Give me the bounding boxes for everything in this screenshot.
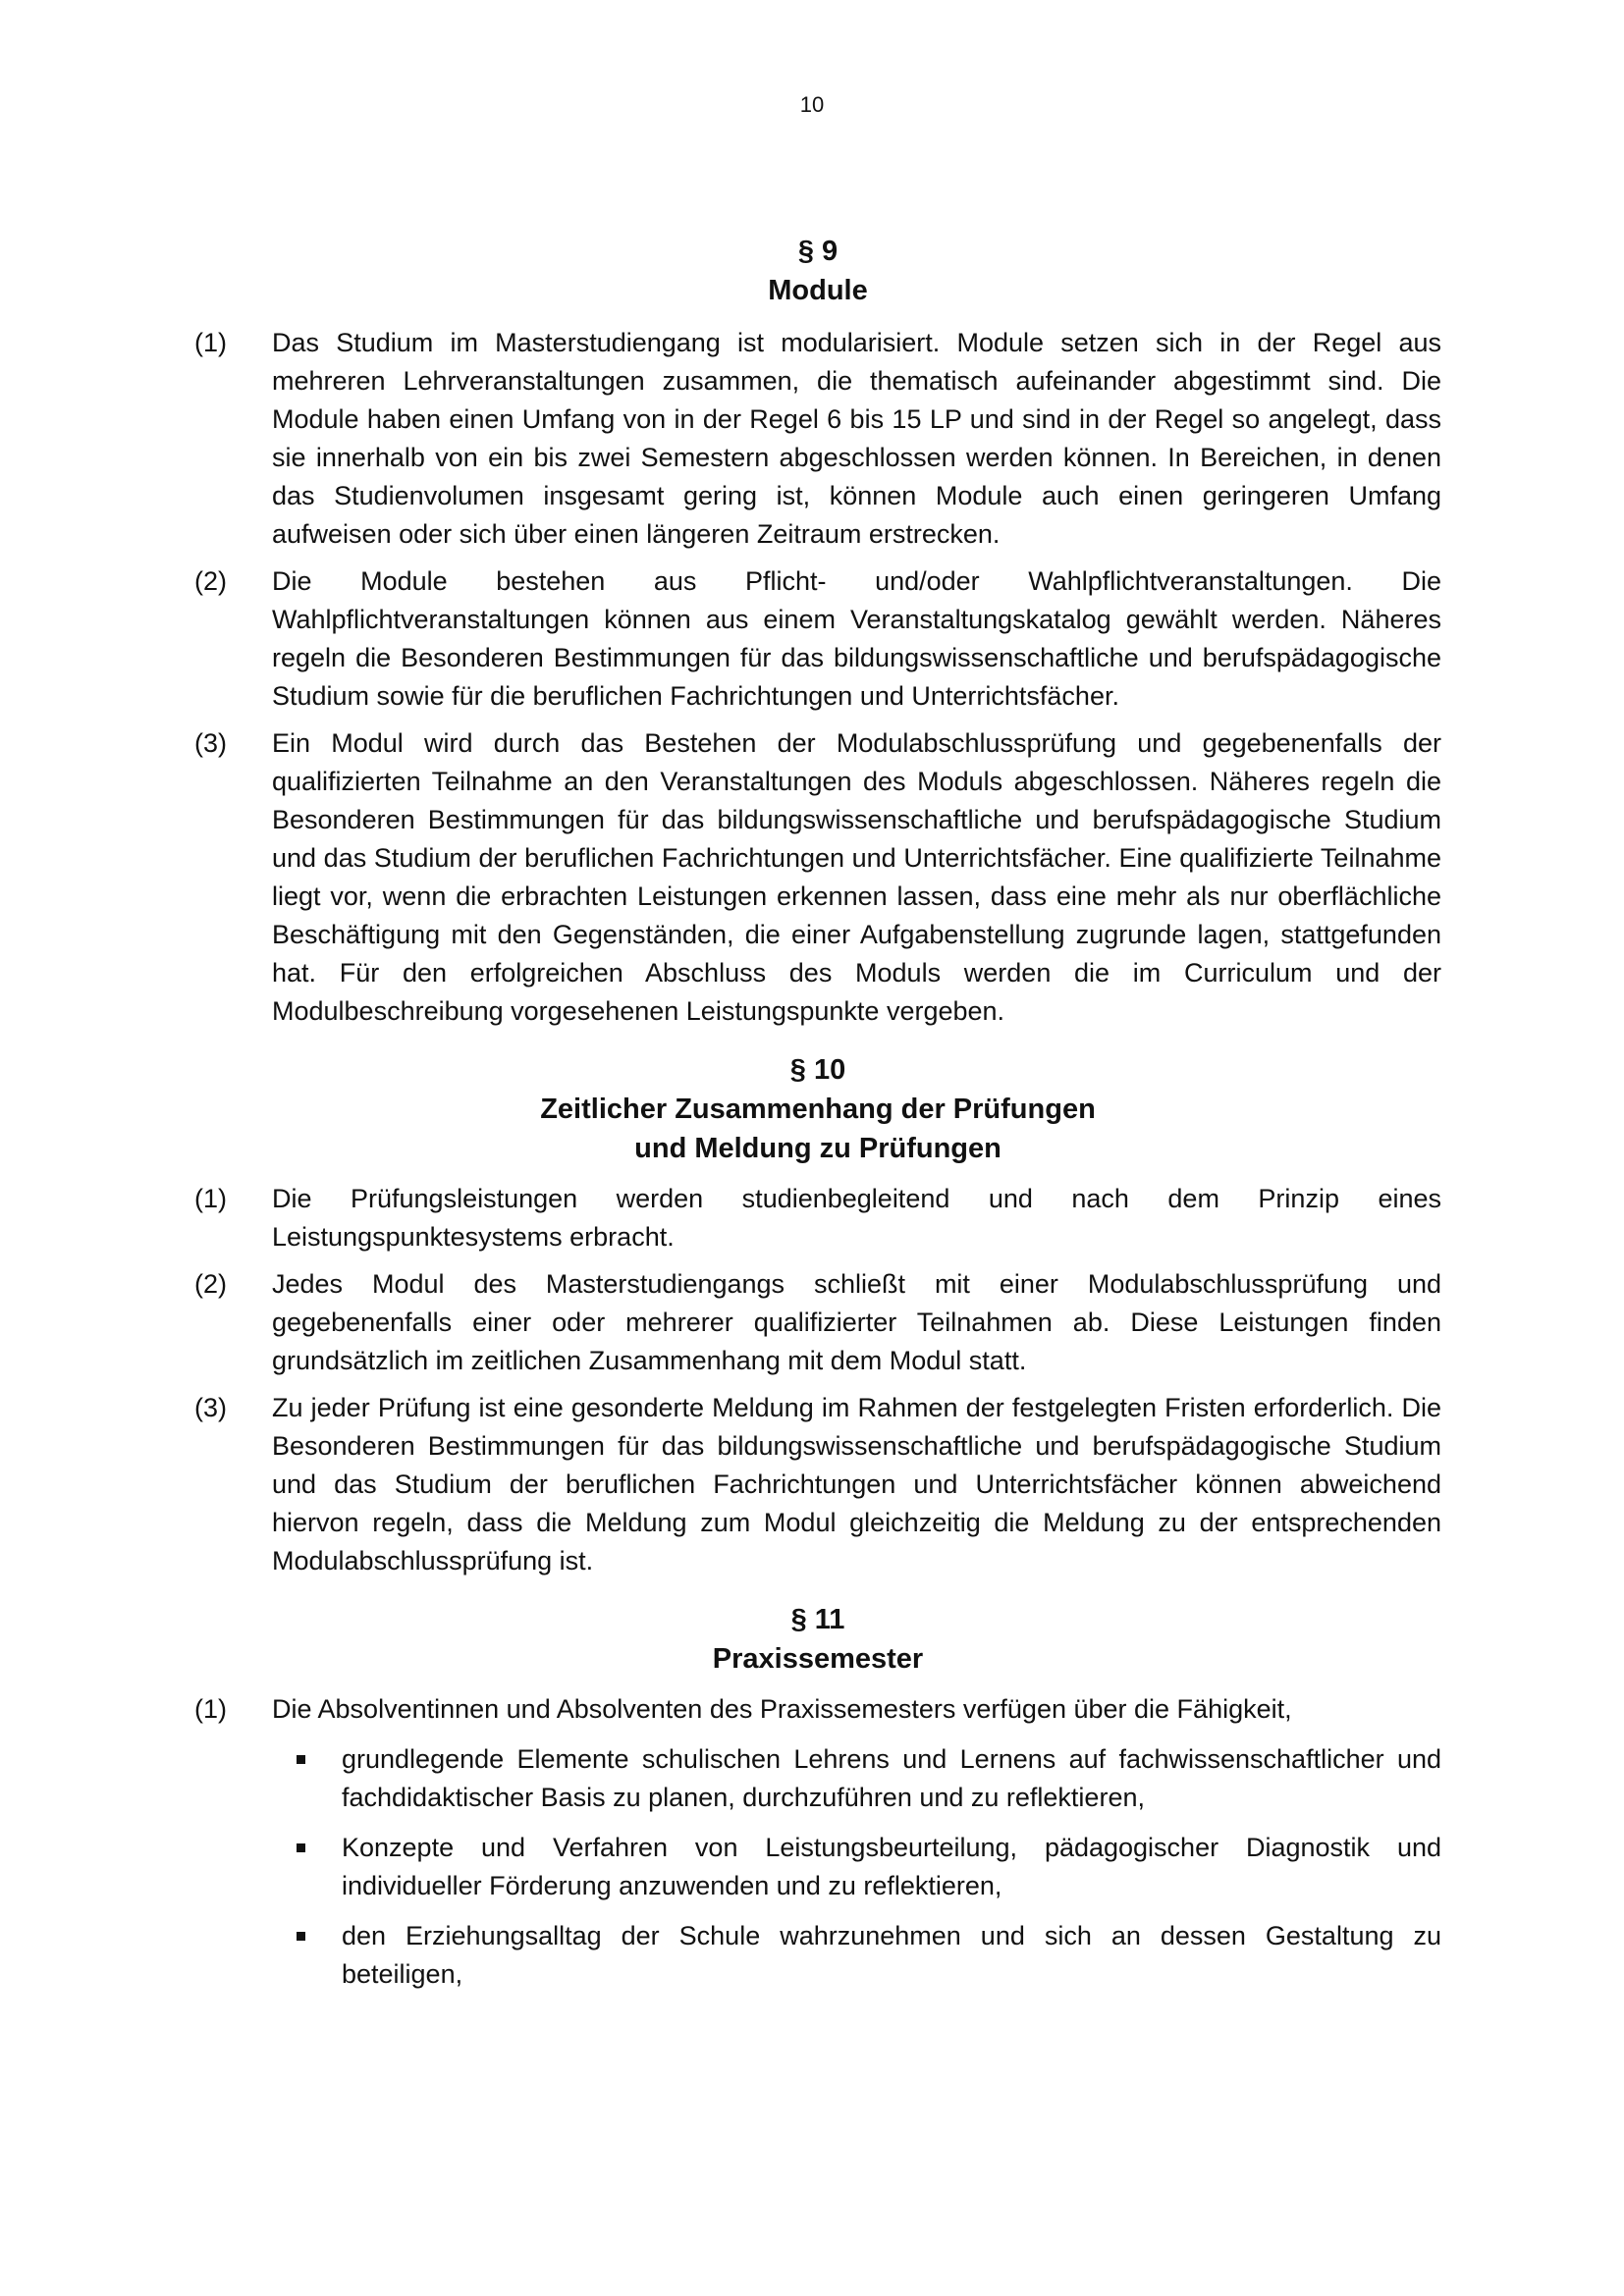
- bullet-square-icon: [297, 1755, 305, 1764]
- paragraph: [194, 1389, 1441, 1580]
- paragraph: [194, 1265, 1441, 1380]
- paragraph-text: Die Module bestehen aus Pflicht- und/oder Wahlpflichtveranstaltungen. Die Wahlpflichtveranstaltungen können aus einem Veranstaltungskatalog gewählt werden. Näheres regeln die Besonderen Bestimmungen für das bildungswissenschaftliche und berufspädagogische Studium sowie für die beruflichen Fachrichtungen und Unterrichtsfächer.: [272, 566, 1441, 711]
- section-symbol: § 9: [797, 236, 839, 267]
- list-item: [194, 1740, 1441, 1817]
- paragraph-text: Das Studium im Masterstudiengang ist modularisiert. Module setzen sich in der Regel aus mehreren Lehrveranstaltungen zusammen, die thematisch aufeinander abgestimmt sind. Die Module haben einen Umfang von in der Regel 6 bis 15 LP und sind in der Regel so angelegt, dass sie innerhalb von ein bis zwei Semestern abgeschlossen werden können. In Bereichen, in denen das Studienvolumen insgesamt gering ist, können Module auch einen geringeren Umfang aufweisen oder sich über einen längeren Zeitraum erstrecken.: [272, 328, 1441, 549]
- paragraph-number: (2): [194, 566, 227, 596]
- section-10: [194, 1050, 1441, 1580]
- paragraph-number: (1): [194, 1694, 227, 1724]
- bullet-list: [194, 1740, 1441, 1994]
- paragraph-number: (1): [194, 328, 227, 357]
- bullet-square-icon: [297, 1843, 305, 1852]
- section-11: [194, 1600, 1441, 1994]
- section-heading: [194, 232, 1441, 310]
- list-item-text: Konzepte und Verfahren von Leistungsbeurteilung, pädagogischer Diagnostik und individueller Förderung anzuwenden und zu reflektieren,: [342, 1833, 1441, 1900]
- bullet-square-icon: [297, 1932, 305, 1941]
- paragraph: [194, 562, 1441, 716]
- page-number: 10: [799, 92, 825, 117]
- list-item: [194, 1829, 1441, 1905]
- paragraph-number: (3): [194, 728, 227, 758]
- list-item: [194, 1917, 1441, 1994]
- paragraph: [194, 1690, 1441, 1729]
- section-title: Module: [768, 275, 868, 306]
- section-heading: [194, 1600, 1441, 1679]
- paragraph: [194, 324, 1441, 554]
- section-heading: [194, 1050, 1441, 1168]
- section-symbol: § 11: [790, 1604, 845, 1635]
- paragraph: [194, 724, 1441, 1031]
- paragraph-number: (3): [194, 1393, 227, 1422]
- page-content: [194, 232, 1441, 1994]
- list-item-text: den Erziehungsalltag der Schule wahrzunehmen und sich an dessen Gestaltung zu beteiligen,: [342, 1921, 1441, 1989]
- section-title: und Meldung zu Prüfungen: [634, 1133, 1001, 1164]
- paragraph-text: Zu jeder Prüfung ist eine gesonderte Meldung im Rahmen der festgelegten Fristen erforderlich. Die Besonderen Bestimmungen für das bildungswissenschaftliche und berufspädagogische Studium und das Studium der beruflichen Fachrichtungen und Unterrichtsfächer können abweichend hiervon regeln, dass die Meldung zum Modul gleichzeitig die Meldung zu der entsprechenden Modulabschlussprüfung ist.: [272, 1393, 1441, 1575]
- paragraph-text: Die Absolventinnen und Absolventen des Praxissemesters verfügen über die Fähigkeit,: [272, 1694, 1292, 1724]
- list-item-text: grundlegende Elemente schulischen Lehrens und Lernens auf fachwissenschaftlicher und fachdidaktischer Basis zu planen, durchzuführen und zu reflektieren,: [342, 1744, 1441, 1812]
- paragraph-text: Die Prüfungsleistungen werden studienbegleitend und nach dem Prinzip eines Leistungspunktesystems erbracht.: [272, 1184, 1441, 1252]
- section-9: [194, 232, 1441, 1031]
- paragraph-text: Ein Modul wird durch das Bestehen der Modulabschlussprüfung und gegebenenfalls der qualifizierten Teilnahme an den Veranstaltungen des Moduls abgeschlossen. Näheres regeln die Besonderen Bestimmungen für das bildungswissenschaftliche und berufspädagogische Studium und das Studium der beruflichen Fachrichtungen und Unterrichtsfächer. Eine qualifizierte Teilnahme liegt vor, wenn die erbrachten Leistungen erkennen lassen, dass eine mehr als nur oberflächliche Beschäftigung mit den Gegenständen, die einer Aufgabenstellung zugrunde lagen, stattgefunden hat. Für den erfolgreichen Abschluss des Moduls werden die im Curriculum und der Modulbeschreibung vorgesehenen Leistungspunkte vergeben.: [272, 728, 1441, 1026]
- section-symbol: § 10: [789, 1054, 846, 1086]
- paragraph-number: (2): [194, 1269, 227, 1299]
- section-title: Praxissemester: [712, 1643, 924, 1675]
- paragraph-text: Jedes Modul des Masterstudiengangs schließt mit einer Modulabschlussprüfung und gegebenenfalls einer oder mehrerer qualifizierter Teilnahmen ab. Diese Leistungen finden grundsätzlich im zeitlichen Zusammenhang mit dem Modul statt.: [272, 1269, 1441, 1375]
- paragraph: [194, 1180, 1441, 1256]
- paragraph-number: (1): [194, 1184, 227, 1213]
- section-title: Zeitlicher Zusammenhang der Prüfungen: [540, 1094, 1096, 1125]
